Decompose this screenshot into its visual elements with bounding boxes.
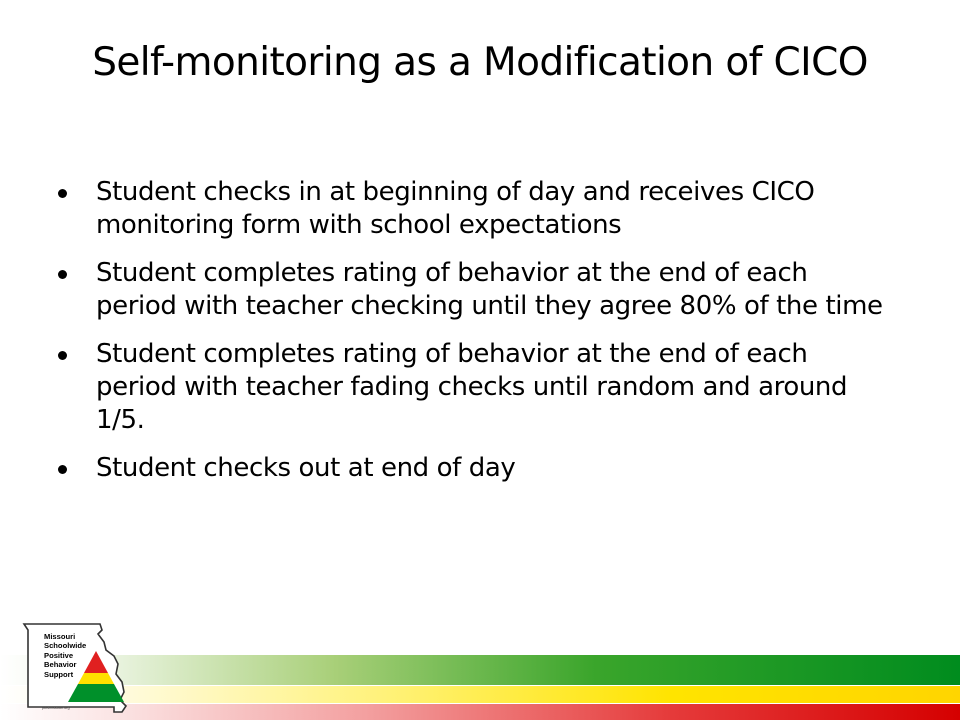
bullet-item bbox=[58, 257, 888, 323]
bullet-text: Student completes rating of behavior at the end of each period with teacher fading checks until random and around 1/5. bbox=[96, 339, 848, 435]
bullet-item bbox=[58, 452, 888, 485]
bullet-text: Student checks out at end of day bbox=[96, 453, 516, 483]
bullet-item bbox=[58, 176, 888, 242]
logo-text bbox=[44, 632, 104, 679]
logo-line: Schoolwide bbox=[44, 641, 87, 651]
green-bar bbox=[0, 655, 960, 685]
bullet-text: Student completes rating of behavior at the end of each period with teacher checking until they agree 80% of the time bbox=[96, 258, 883, 321]
logo-line: Missouri bbox=[44, 632, 76, 641]
bullet-item bbox=[58, 338, 888, 437]
bullet-icon bbox=[58, 465, 67, 474]
logo-url: pbismissouri.org bbox=[42, 706, 70, 710]
bullet-icon bbox=[58, 270, 67, 279]
bullet-text: Student checks in at beginning of day and receives CICO monitoring form with school expectations bbox=[96, 177, 815, 240]
bullet-icon bbox=[58, 351, 67, 360]
logo-line: Positive bbox=[44, 650, 74, 660]
mo-swpbs-logo bbox=[18, 620, 138, 720]
bullet-list bbox=[58, 176, 888, 500]
logo-line: Behavior bbox=[44, 660, 77, 670]
red-bar bbox=[0, 704, 960, 720]
yellow-bar bbox=[0, 686, 960, 703]
bullet-icon bbox=[58, 189, 67, 198]
slide-title: Self-monitoring as a Modification of CICO bbox=[92, 40, 868, 85]
logo-line: Support bbox=[44, 669, 74, 679]
footer-color-bars bbox=[0, 655, 960, 720]
